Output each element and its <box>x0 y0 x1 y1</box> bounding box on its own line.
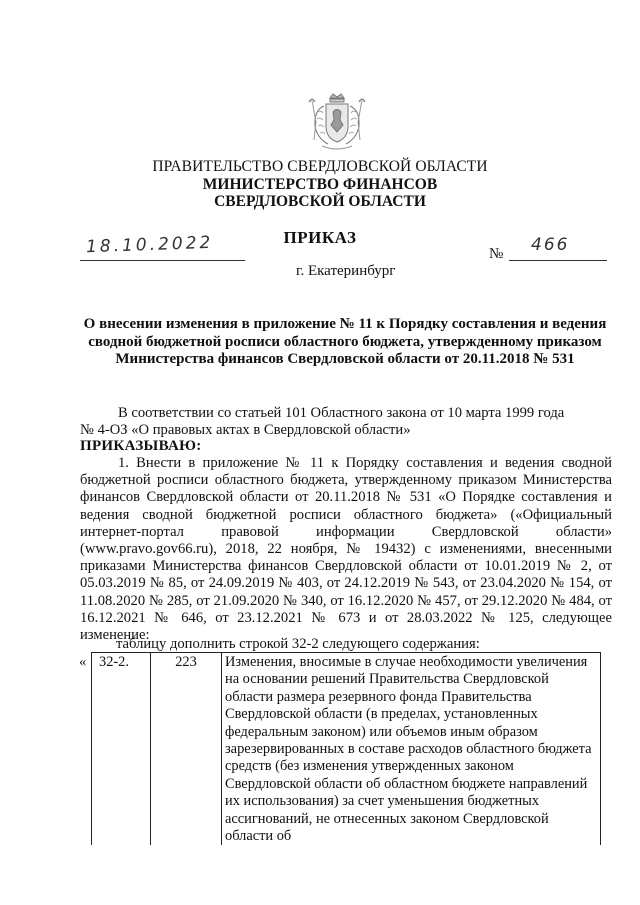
order-date-field <box>80 232 245 261</box>
row-description: Изменения, вносимые в случае необходимости увеличения на основании решений Правительства Свердловской области размера резервного фонда Правительства Свердловской области (в пределах, установленных федеральным законом) или объемов иным образом зарезервированных в составе расходов областного бюджета средств (без изменения утвержденных законом Свердловской области об областном бюджете направлений их использования) за счет уменьшения бюджетных ассигнований, не отнесенных законом Свердловской области об <box>222 653 601 846</box>
order-subject: О внесении изменения в приложение № 11 к Порядку составления и ведения сводной бюджетной росписи областного бюджета, утвержденному приказом Министерства финансов Свердловской области от 20.11.2018 № 531 <box>83 316 607 367</box>
order-number: 466 <box>531 235 570 255</box>
ministry-name-line2: СВЕРДЛОВСКОЙ ОБЛАСТИ <box>214 193 426 210</box>
changes-table <box>91 652 601 845</box>
opening-quote-mark: « <box>79 654 87 670</box>
row-code: 32-2. <box>92 653 151 846</box>
preamble-line2: № 4-ОЗ «О правовых актах в Свердловской области» <box>80 422 411 439</box>
order-title: ПРИКАЗ <box>283 228 357 247</box>
order-date: 18.10.2022 <box>85 232 214 258</box>
item1-sub-paragraph: таблицу дополнить строкой 32-2 следующего содержания: <box>116 636 480 652</box>
order-number-label: № <box>489 246 504 262</box>
order-city: г. Екатеринбург <box>296 263 396 279</box>
row-number: 223 <box>151 653 222 846</box>
item1-paragraph: 1. Внести в приложение № 11 к Порядку составления и ведения сводной бюджетной росписи областного бюджета, утвержденному приказом Министерства финансов Свердловской области от 20.11.2018 № 531 «О Порядке составления и ведения сводной бюджетной росписи областного бюджета» («Официальный интернет-портал правовой информации Свердловской области» (www.pravo.gov66.ru), 2018, 22 ноября, № 19432) с изменениями, внесенными приказами Министерства финансов Свердловской области от 10.01.2019 № 2, от 05.03.2019 № 85, от 24.09.2019 № 403, от 24.12.2019 № 543, от 23.04.2020 № 154, от 11.08.2020 № 285, от 21.09.2020 № 340, от 16.12.2020 № 457, от 29.12.2020 № 484, от 16.12.2021 № 646, от 23.12.2021 № 673 и от 28.03.2022 № 125, следующее изменение: <box>80 455 612 644</box>
preamble-paragraph <box>80 405 612 439</box>
resolve-heading: ПРИКАЗЫВАЮ: <box>80 438 202 454</box>
table-row <box>92 653 601 846</box>
preamble-line1: В соответствии со статьей 101 Областного закона от 10 марта 1999 года <box>118 405 565 421</box>
coat-of-arms-emblem <box>300 92 374 154</box>
ministry-name-line1: МИНИСТЕРСТВО ФИНАНСОВ <box>202 176 438 193</box>
order-number-field <box>509 236 607 261</box>
government-name: ПРАВИТЕЛЬСТВО СВЕРДЛОВСКОЙ ОБЛАСТИ <box>152 158 488 175</box>
